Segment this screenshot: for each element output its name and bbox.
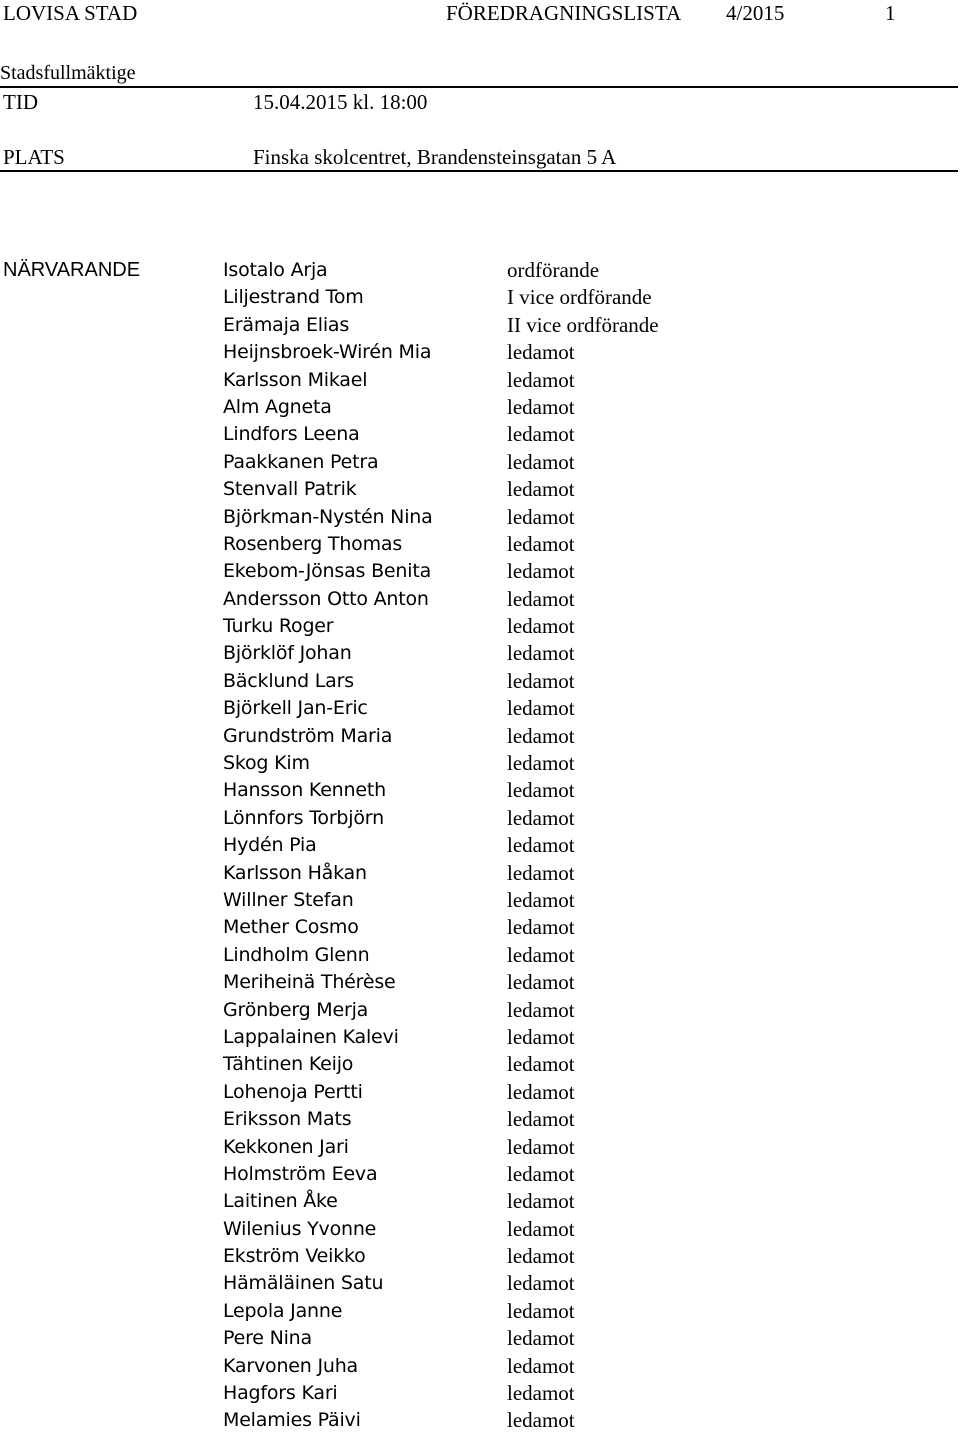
- member-name: Hämäläinen Satu: [223, 1272, 384, 1295]
- member-name: Isotalo Arja: [223, 259, 328, 281]
- member-name: Tähtinen Keijo: [223, 1053, 354, 1076]
- member-name: Andersson Otto Anton: [223, 587, 429, 610]
- member-role: ledamot: [507, 1107, 575, 1132]
- member-row: [0, 613, 960, 640]
- member-role: ledamot: [507, 614, 575, 639]
- member-row: [0, 1188, 960, 1215]
- member-role: ledamot: [507, 641, 575, 666]
- member-row: [0, 1298, 960, 1325]
- document-type: FÖREDRAGNINGSLISTA: [446, 1, 682, 25]
- member-role: ledamot: [507, 915, 575, 940]
- member-role: I vice ordförande: [507, 285, 652, 310]
- member-name: Stenvall Patrik: [223, 478, 357, 501]
- member-row: [0, 1216, 960, 1243]
- member-name: Lindfors Leena: [223, 423, 360, 446]
- member-name: Kekkonen Jari: [223, 1135, 349, 1158]
- meta-divider: [0, 170, 958, 172]
- municipality-name: LOVISA STAD: [3, 1, 138, 25]
- member-role: ledamot: [507, 531, 575, 556]
- member-role: ledamot: [507, 477, 575, 502]
- member-role: ordförande: [507, 258, 600, 282]
- member-name: Karlsson Håkan: [223, 861, 367, 884]
- member-row: [0, 312, 960, 339]
- member-row: [0, 367, 960, 394]
- member-role: ledamot: [507, 887, 575, 912]
- member-row: [0, 1079, 960, 1106]
- member-name: Karvonen Juha: [223, 1354, 358, 1377]
- member-role: ledamot: [507, 942, 575, 967]
- member-row: [0, 531, 960, 558]
- member-name: Björklöf Johan: [223, 642, 352, 665]
- member-row: [0, 942, 960, 969]
- member-name: Grundström Maria: [223, 724, 393, 747]
- member-role: ledamot: [507, 586, 575, 611]
- member-role: ledamot: [507, 1189, 575, 1214]
- member-role: ledamot: [507, 422, 575, 447]
- member-name: Pere Nina: [223, 1327, 312, 1350]
- member-role: ledamot: [507, 1161, 575, 1186]
- member-role: ledamot: [507, 367, 575, 392]
- member-role: ledamot: [507, 970, 575, 995]
- document-number: 4/2015: [726, 1, 785, 25]
- member-row: [0, 394, 960, 421]
- member-row: [0, 1243, 960, 1270]
- time-value: 15.04.2015 kl. 18:00: [253, 90, 428, 114]
- member-name: Meriheinä Thérèse: [223, 971, 396, 994]
- member-role: ledamot: [507, 1052, 575, 1077]
- member-role: ledamot: [507, 1244, 575, 1269]
- member-name: Hansson Kenneth: [223, 779, 386, 802]
- member-row: [0, 1051, 960, 1078]
- time-label: TID: [3, 90, 38, 114]
- governing-body: Stadsfullmäktige: [0, 62, 136, 84]
- place-value: Finska skolcentret, Brandensteinsgatan 5 A: [253, 145, 617, 169]
- member-role: ledamot: [507, 668, 575, 693]
- member-row: [0, 421, 960, 448]
- member-name: Lappalainen Kalevi: [223, 1025, 399, 1048]
- member-role: ledamot: [507, 1271, 575, 1296]
- member-name: Wilenius Yvonne: [223, 1217, 377, 1240]
- member-role: ledamot: [507, 696, 575, 721]
- header-divider: [0, 86, 958, 88]
- member-name: Erämaja Elias: [223, 313, 350, 336]
- member-name: Laitinen Åke: [223, 1190, 338, 1213]
- member-row: [0, 887, 960, 914]
- member-role: ledamot: [507, 1134, 575, 1159]
- member-row: [0, 805, 960, 832]
- member-name: Lönnfors Torbjörn: [223, 806, 384, 829]
- member-row: [0, 723, 960, 750]
- member-role: ledamot: [507, 1216, 575, 1241]
- member-row: [0, 586, 960, 613]
- member-role: ledamot: [507, 504, 575, 529]
- member-name: Alm Agneta: [223, 395, 332, 418]
- member-role: ledamot: [507, 559, 575, 584]
- member-row: [0, 1325, 960, 1352]
- member-role: ledamot: [507, 723, 575, 748]
- member-row: [0, 1380, 960, 1407]
- member-role: II vice ordförande: [507, 312, 659, 337]
- member-name: Melamies Päivi: [223, 1409, 361, 1432]
- member-name: Willner Stefan: [223, 888, 354, 911]
- member-row: [0, 914, 960, 941]
- member-row: [0, 832, 960, 859]
- member-row: [0, 504, 960, 531]
- place-label: PLATS: [3, 145, 65, 169]
- member-role: ledamot: [507, 340, 575, 365]
- member-row: [0, 476, 960, 503]
- member-name: Ekström Veikko: [223, 1245, 366, 1268]
- member-name: Lepola Janne: [223, 1299, 343, 1322]
- member-role: ledamot: [507, 1326, 575, 1351]
- member-row: [0, 558, 960, 585]
- member-role: ledamot: [507, 751, 575, 776]
- member-row: [0, 695, 960, 722]
- member-name: Bäcklund Lars: [223, 669, 354, 692]
- member-role: ledamot: [507, 997, 575, 1022]
- member-name: Hydén Pia: [223, 834, 317, 857]
- member-row: [0, 1353, 960, 1380]
- member-role: ledamot: [507, 833, 575, 858]
- member-name: Lohenoja Pertti: [223, 1080, 363, 1103]
- member-rows: [0, 257, 960, 1435]
- member-role: ledamot: [507, 449, 575, 474]
- member-name: Eriksson Mats: [223, 1108, 352, 1131]
- member-row: [0, 1024, 960, 1051]
- member-row: [0, 449, 960, 476]
- member-name: Hagfors Kari: [223, 1382, 338, 1405]
- member-row: [0, 257, 960, 284]
- member-row: [0, 1270, 960, 1297]
- member-role: ledamot: [507, 1408, 575, 1433]
- attendance-list: [0, 257, 960, 1435]
- member-row: [0, 997, 960, 1024]
- member-name: Grönberg Merja: [223, 998, 369, 1021]
- member-role: ledamot: [507, 394, 575, 419]
- member-row: [0, 668, 960, 695]
- member-row: [0, 969, 960, 996]
- member-row: [0, 750, 960, 777]
- member-role: ledamot: [507, 1381, 575, 1406]
- attendance-label: NÄRVARANDE: [3, 259, 141, 281]
- member-role: ledamot: [507, 1353, 575, 1378]
- page-number: 1: [885, 1, 896, 25]
- member-row: [0, 1134, 960, 1161]
- member-role: ledamot: [507, 1024, 575, 1049]
- member-row: [0, 860, 960, 887]
- member-name: Ekebom-Jönsas Benita: [223, 560, 432, 583]
- member-name: Liljestrand Tom: [223, 286, 364, 309]
- member-role: ledamot: [507, 805, 575, 830]
- member-name: Björkell Jan-Eric: [223, 697, 368, 720]
- member-row: [0, 1161, 960, 1188]
- member-name: Paakkanen Petra: [223, 450, 379, 473]
- member-name: Lindholm Glenn: [223, 943, 370, 966]
- member-row: [0, 777, 960, 804]
- member-row: [0, 339, 960, 366]
- member-name: Heijnsbroek-Wirén Mia: [223, 341, 432, 364]
- member-name: Björkman-Nystén Nina: [223, 505, 433, 528]
- member-row: [0, 284, 960, 311]
- member-row: [0, 640, 960, 667]
- member-name: Karlsson Mikael: [223, 368, 368, 391]
- member-name: Mether Cosmo: [223, 916, 359, 939]
- member-role: ledamot: [507, 1079, 575, 1104]
- member-name: Holmström Eeva: [223, 1162, 378, 1185]
- member-role: ledamot: [507, 860, 575, 885]
- member-row: [0, 1106, 960, 1133]
- member-role: ledamot: [507, 1298, 575, 1323]
- member-name: Turku Roger: [223, 615, 334, 638]
- member-name: Rosenberg Thomas: [223, 532, 403, 555]
- member-name: Skog Kim: [223, 752, 310, 775]
- member-role: ledamot: [507, 778, 575, 803]
